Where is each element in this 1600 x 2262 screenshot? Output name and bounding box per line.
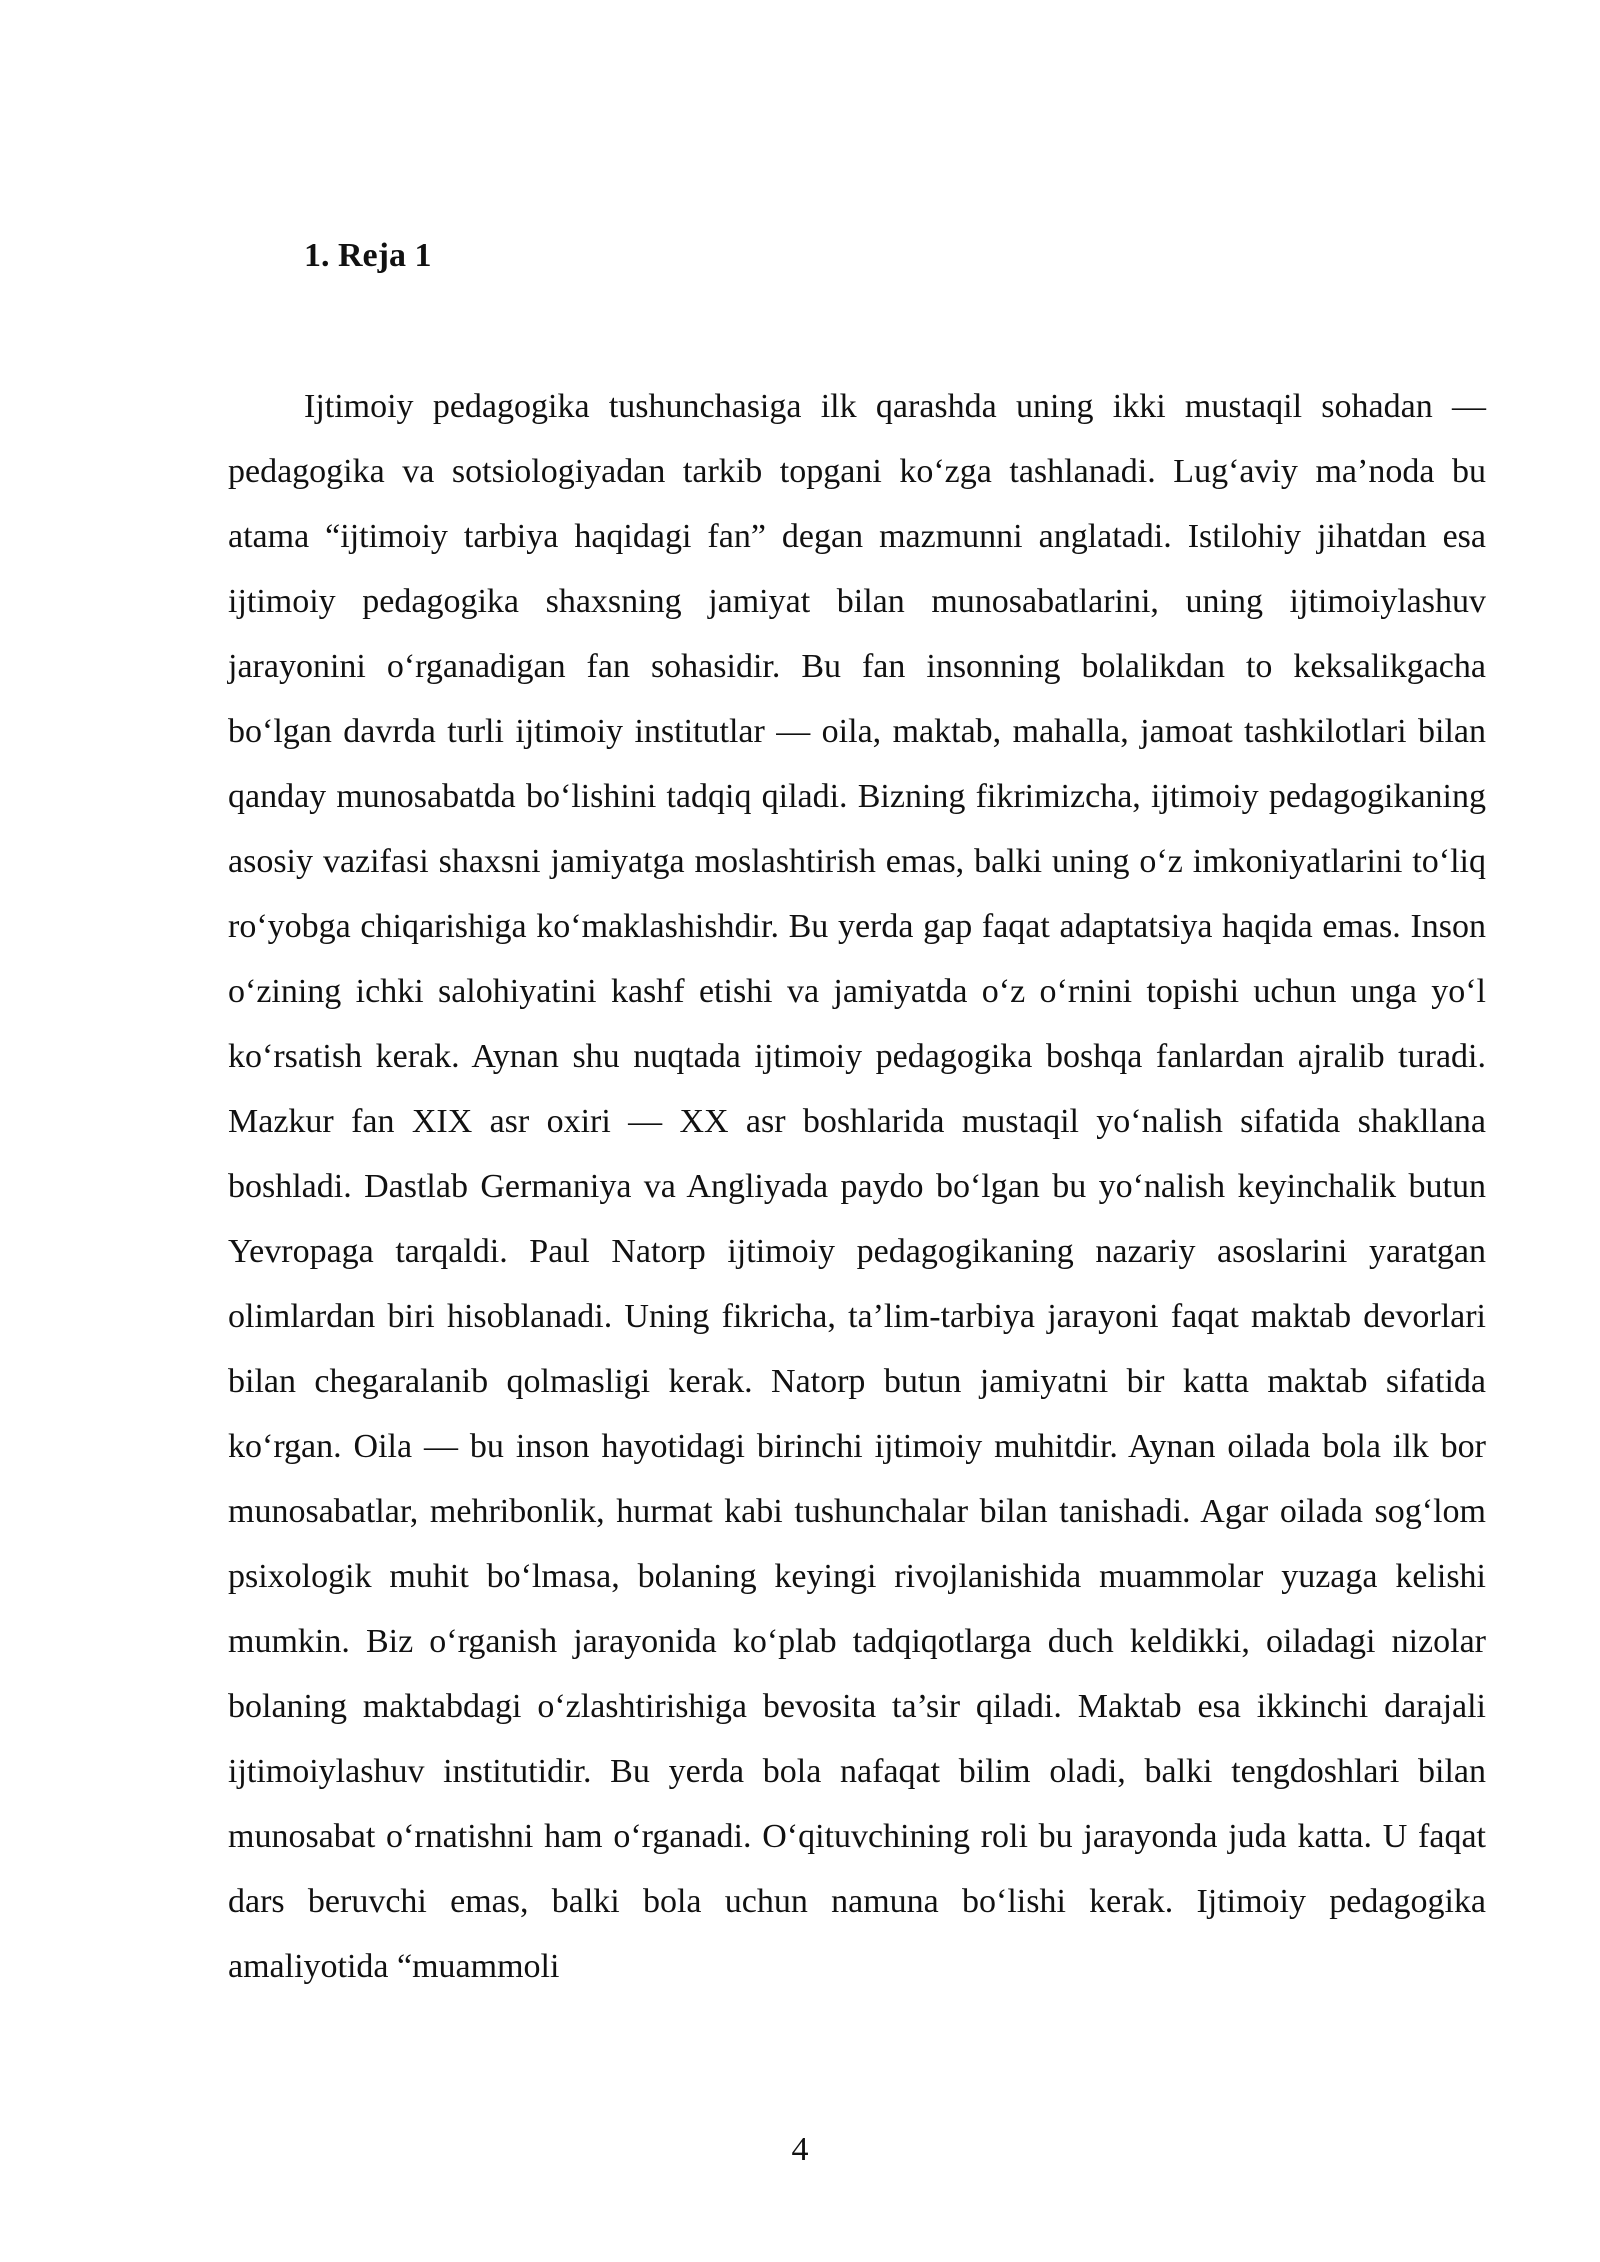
body-paragraph: Ijtimoiy pedagogika tushunchasiga ilk qarashda uning ikki mustaqil sohadan — pedagogika va sotsiologiyadan tarkib topgani ko‘zga tashlanadi. Lug‘aviy ma’noda bu atama “ijtimoiy tarbiya haqidagi fan” degan mazmunni anglatadi. Istilohiy jihatdan esa ijtimoiy pedagogika shaxsning jamiyat bilan munosabatlarini, uning ijtimoiylashuv jarayonini o‘rganadigan fan sohasidir. Bu fan insonning bolalikdan to keksalikgacha bo‘lgan davrda turli ijtimoiy institutlar — oila, maktab, mahalla, jamoat tashkilotlari bilan qanday munosabatda bo‘lishini tadqiq qiladi. Bizning fikrimizcha, ijtimoiy pedagogikaning asosiy vazifasi shaxsni jamiyatga moslashtirish emas, balki uning o‘z imkoniyatlarini to‘liq ro‘yobga chiqarishiga ko‘maklashishdir. Bu yerda gap faqat adaptatsiya haqida emas. Inson o‘zining ichki salohiyatini kashf etishi va jamiyatda o‘z o‘rnini topishi uchun unga yo‘l ko‘rsatish kerak. Aynan shu nuqtada ijtimoiy pedagogika boshqa fanlardan ajralib turadi. Mazkur fan XIX asr oxiri — XX asr boshlarida mustaqil yo‘nalish sifatida shakllana boshladi. Dastlab Germaniya va Angliyada paydo bo‘lgan bu yo‘nalish keyinchalik butun Yevropaga tarqaldi. Paul Natorp ijtimoiy pedagogikaning nazariy asoslarini yaratgan olimlardan biri hisoblanadi. Uning fikricha, ta’lim-tarbiya jarayoni faqat maktab devorlari bilan chegaralanib qolmasligi kerak. Natorp butun jamiyatni bir katta maktab sifatida ko‘rgan. Oila — bu inson hayotidagi birinchi ijtimoiy muhitdir. Aynan oilada bola ilk bor munosabatlar, mehribonlik, hurmat kabi tushunchalar bilan tanishadi. Agar oilada sog‘lom psixologik muhit bo‘lmasa, bolaning keyingi rivojlanishida muammolar yuzaga kelishi mumkin. Biz o‘rganish jarayonida ko‘plab tadqiqotlarga duch keldikki, oiladagi nizolar bolaning maktabdagi o‘zlashtirishiga bevosita ta’sir qiladi. Maktab esa ikkinchi darajali ijtimoiylashuv institutidir. Bu yerda bola nafaqat bilim oladi, balki tengdoshlari bilan munosabat o‘rnatishni ham o‘rganadi. O‘qituvchining roli bu jarayonda juda katta. U faqat dars beruvchi emas, balki bola uchun namuna bo‘lishi kerak. Ijtimoiy pedagogika amaliyotida “muammoli xyxy=(228,388,1486,1985)
page-number: 4 xyxy=(791,2131,809,2168)
section-heading: 1. Reja 1 xyxy=(304,237,432,274)
